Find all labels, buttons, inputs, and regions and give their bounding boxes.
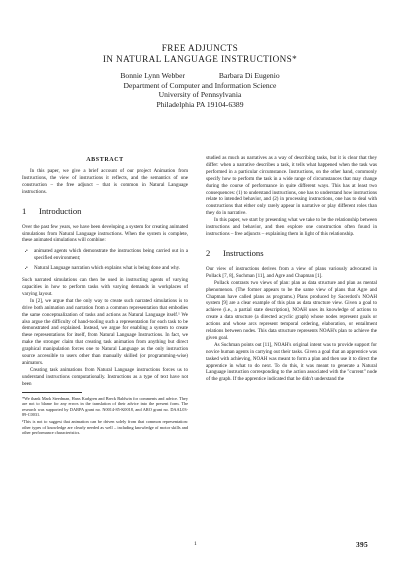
- author-2: Barbara Di Eugenio: [218, 71, 280, 80]
- intro-bullet-list: [22, 248, 188, 272]
- section-1-title: Introduction: [39, 205, 82, 216]
- instructions-paragraph-3: As Suchman points out [11], NOAH's original intent was to provide support for novice human agents in carrying out their tasks. Given a goal that an apprentice was tasked with achieving, NOAH was meant to form a plan and then use it to direct the apprentice in what to do next. To do this, it was meant to generate a Natural Language instruction corresponding to the action associated with the "current" node of the graph. If the apprentice indicated that he didn't understand the: [206, 341, 377, 383]
- right-paragraph-2: In this paper, we start by presenting what we take to be the relationship between instructions and behavior, and then explore one construction often found in instructions – free adjuncts – explaining them in light of this relationship.: [206, 217, 377, 237]
- intro-paragraph-4: Creating task animations from Natural Language instructions forces us to understand instructions computationally. Instructions as a type of text have not been: [22, 366, 188, 387]
- section-1-heading: [22, 206, 188, 216]
- footnote-2: ¹This is not to suggest that animation can be driven solely from that common representation: other types of knowledge are clearly needed as well – including knowledge of motor skills and other performance characteristics.: [22, 418, 188, 436]
- instructions-paragraph-1: Our view of instructions derives from a view of plans variously advocated in Pollack [7, 8], Suchman [11], and Agre and Chapman [1].: [206, 265, 377, 279]
- author-1: Bonnie Lynn Webber: [120, 71, 185, 80]
- section-2-number: 2: [206, 247, 211, 258]
- section-2-title: Instructions: [223, 247, 264, 258]
- intro-paragraph-3: In [2], we argue that the only way to create such narrated simulations is to drive both animation and narration from a common representation that embodies the same conceptualization of tasks and actions as Natural Language itself.¹ We also argue the difficulty of hand-tooling such a representation for each task to be demonstrated and explained. Instead, we argue for enabling a system to create these representations for itself, from Natural Language Instructions. In fact, we make the stronger claim that creating task animation from anything but direct graphical manipulation forces one to Natural Language as the only instruction source accessible to users other than manually skilled (or programming-wise) animators.: [22, 297, 188, 366]
- instructions-paragraph-2: Pollack contrasts two views of plan: plan as data structure and plan as mental phenomenon. (The former appears to be the same view of plans that Agre and Chapman have called plans as programs.) Plans produced by Sacerdoti's NOAH system [9] are a clear example of this plan as data structure view. Given a goal to achieve (i.e., a partial state description), NOAH uses its knowledge of actions to create a data structure (a directed acyclic graph) whose nodes represent goals or actions and whose arcs represent temporal ordering, elaboration, or entailment relations between nodes. This data structure represents NOAH's plan to achieve the given goal.: [206, 279, 377, 341]
- intro-bullet-1-text: animated agents which demonstrate the instructions being carried out in a specified environment;: [34, 248, 188, 262]
- page-number: 395: [356, 540, 368, 549]
- bullet-dot-icon: •: [26, 248, 28, 255]
- intro-paragraph-2: Such narrated simulations can then be used in instructing agents of varying capacities in how to perform tasks with varying demands in workplaces of varying layout.: [22, 277, 188, 297]
- bullet-dot-icon: •: [26, 265, 28, 272]
- intro-paragraph-1: Over the past few years, we have been developing a system for creating animated simulations from Natural Language instructions. When the system is complete, these animated simulations will combine:: [22, 223, 188, 244]
- author-block: [40, 71, 360, 109]
- author-names: [40, 71, 360, 81]
- footnote-divider: [22, 392, 82, 393]
- section-2-heading: [206, 248, 377, 258]
- intro-bullet-2-text: Natural Language narration which explains what is being done and why.: [34, 265, 181, 272]
- intro-bullet-1: [26, 248, 188, 262]
- abstract: [22, 157, 188, 196]
- section-1-number: 1: [22, 205, 27, 216]
- affiliation-dept: Department of Computer and Information Science: [123, 80, 277, 90]
- affiliation-address: Philadelphia PA 19104-6389: [156, 99, 244, 109]
- left-column: [22, 157, 188, 437]
- right-paragraph-1: studied as much as narratives as a way of describing tasks, but it is clear that they differ: when a narrative describes a task, it tells what happened when the task was performed in a particular circumstance. Instructions, on the other hand, commonly specify how to perform the task in a wide range of circumstances that may change during the course of performance in quite different ways. This has at least two consequences: (1) to understand instructions, one has to understand how instructions relate to intended behavior, and (2) in processing instructions, one has to deal with constructions that either only rarely appear in narrative or play different roles than they do in narrative.: [206, 155, 377, 217]
- intro-bullet-2: [26, 265, 188, 272]
- footnote-1: *We thank Mark Steedman, Hans Karlgren and Breck Baldwin for comments and advice. They are not to blame for any errors in the translation of their advice into the present form. The research was supported by DARPA grant no. N0014-85-K0018, and ARO grant no. DAAL03-89-C0031.: [22, 395, 188, 418]
- affiliation-university: University of Pennsylvania: [158, 90, 242, 100]
- paper-title: [40, 43, 360, 65]
- title-line-1: FREE ADJUNCTS: [161, 43, 239, 53]
- abstract-text: In this paper, we give a brief account of our project Animation from Instructions, the view of instructions it reflects, and the semantics of one construction – the free adjunct – that is common in Natural Language instructions.: [22, 168, 188, 195]
- footer-center-number: 1: [194, 541, 197, 547]
- abstract-heading: ABSTRACT: [86, 157, 124, 163]
- right-column: [206, 155, 377, 383]
- title-line-2: IN NATURAL LANGUAGE INSTRUCTIONS*: [102, 54, 298, 64]
